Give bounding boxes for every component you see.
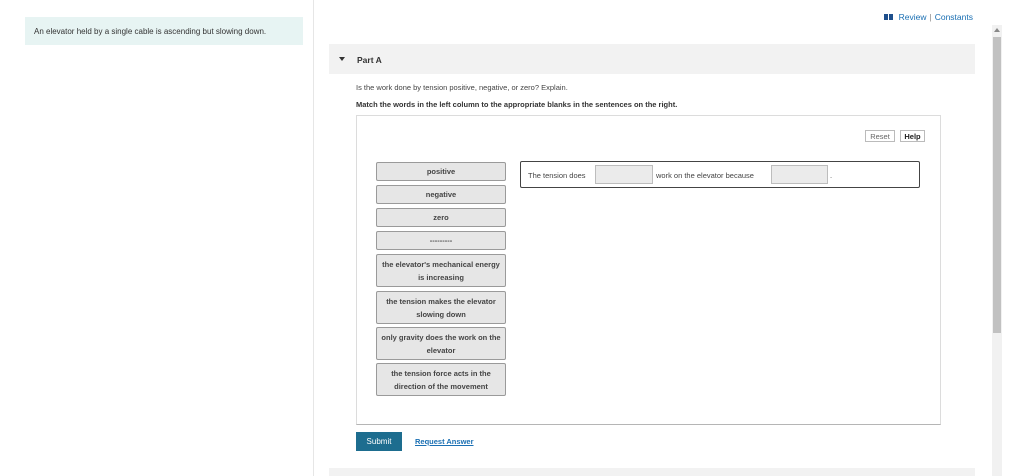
drop-blank-1[interactable] <box>595 165 653 184</box>
top-links <box>884 12 973 22</box>
sentence-part-2: work on the elevator because <box>656 171 754 180</box>
panel-divider <box>313 0 314 476</box>
scroll-thumb[interactable] <box>993 37 1001 333</box>
constants-link[interactable]: Constants <box>934 12 973 22</box>
word-tile-tension-slowing[interactable]: the tension makes the elevator slowing down <box>376 291 506 324</box>
word-tile-zero[interactable]: zero <box>376 208 506 227</box>
word-tile-negative[interactable]: negative <box>376 185 506 204</box>
sentence-part-1: The tension does <box>528 171 586 180</box>
review-link[interactable]: Review <box>898 12 927 22</box>
next-part-header <box>329 468 975 476</box>
word-tile-tension-direction[interactable]: the tension force acts in the direction of the movement <box>376 363 506 396</box>
part-header[interactable] <box>329 44 975 74</box>
scroll-up-arrow-icon[interactable] <box>994 28 1000 32</box>
book-icon <box>884 14 893 20</box>
drop-blank-2[interactable] <box>771 165 828 184</box>
help-button[interactable]: Help <box>900 130 925 142</box>
link-separator: | <box>929 12 932 22</box>
word-tile-only-gravity[interactable]: only gravity does the work on the elevator <box>376 327 506 360</box>
caret-down-icon[interactable] <box>339 57 345 61</box>
scrollbar[interactable] <box>992 25 1002 476</box>
part-title: Part A <box>357 55 382 65</box>
word-tile-blank[interactable]: --------- <box>376 231 506 250</box>
submit-button[interactable]: Submit <box>356 432 402 451</box>
request-answer-link[interactable]: Request Answer <box>415 437 474 446</box>
problem-statement <box>25 17 303 45</box>
sentence-part-3: . <box>830 171 833 180</box>
instruction-text: Match the words in the left column to the appropriate blanks in the sentences on the right. <box>356 100 678 109</box>
sentence-box <box>520 161 920 188</box>
reset-button[interactable]: Reset <box>865 130 895 142</box>
question-text: Is the work done by tension positive, negative, or zero? Explain. <box>356 83 568 92</box>
word-tile-energy-increasing[interactable]: the elevator's mechanical energy is increasing <box>376 254 506 287</box>
problem-text: An elevator held by a single cable is ascending but slowing down. <box>34 27 267 36</box>
word-tile-positive[interactable]: positive <box>376 162 506 181</box>
